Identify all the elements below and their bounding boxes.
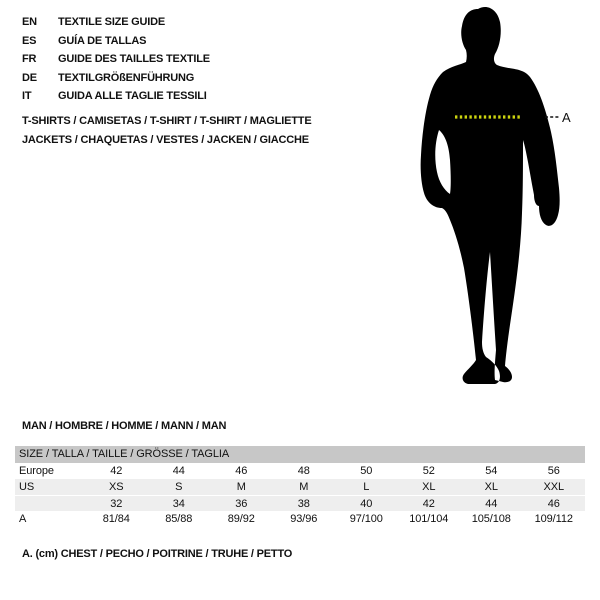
table-cell: 93/96 [290,513,318,525]
language-code: ES [22,34,37,47]
language-row [22,32,210,51]
table-cell: 32 [110,498,123,510]
man-silhouette [410,0,600,400]
table-cell: S [175,481,183,493]
table-cell: XL [422,481,436,493]
man-silhouette-shape [421,7,560,384]
row-label: US [19,481,35,493]
table-cell: 46 [235,465,248,477]
measurement-figure [410,0,600,400]
section-title-man: MAN / HOMBRE / HOMME / MANN / MAN [22,420,227,432]
table-cell: M [299,481,309,493]
table-cell: 34 [172,498,185,510]
table-row-us [15,479,585,495]
language-label: GUIDA ALLE TAGLIE TESSILI [58,90,207,102]
language-code: IT [22,90,32,102]
table-cell: 81/84 [102,513,130,525]
table-cell: 46 [547,498,560,510]
category-line-tshirts: T-SHIRTS / CAMISETAS / T-SHIRT / T-SHIRT / MAGLIETTE [22,115,312,127]
language-label: TEXTILE SIZE GUIDE [58,16,166,28]
row-label [15,496,85,511]
table-cell: 42 [110,465,123,477]
row-label: A [19,513,27,525]
language-row [22,69,210,88]
table-cell: 44 [172,465,185,477]
size-table-header: SIZE / TALLA / TAILLE / GRÖSSE / TAGLIA [15,446,585,463]
table-cell: 48 [297,465,310,477]
language-code: EN [22,16,37,28]
table-cell: M [236,481,246,493]
table-cell: 109/112 [534,513,573,525]
table-cell: 101/104 [409,513,449,525]
table-row-numeric [15,495,585,511]
table-cell: 89/92 [227,513,255,525]
table-cell: XL [484,481,498,493]
table-cell: L [363,481,370,493]
language-label: TEXTILGRÖßENFÜHRUNG [58,71,195,84]
table-cell: 85/88 [165,513,193,525]
language-code: DE [22,71,37,84]
table-cell: 50 [360,465,373,477]
table-cell: 42 [422,498,435,510]
table-cell: 52 [422,465,435,477]
language-row [22,13,210,32]
table-row-europe [15,463,585,479]
table-cell: XXL [543,481,564,493]
table-cell: 56 [547,465,560,477]
measure-label: A [562,110,571,125]
table-cell: 44 [485,498,498,510]
category-line-jackets: JACKETS / CHAQUETAS / VESTES / JACKEN / GIACCHE [22,134,309,146]
size-table [15,446,585,527]
table-cell: 54 [485,465,498,477]
table-cell: 105/108 [471,513,511,525]
table-cell: 38 [297,498,310,510]
language-code: FR [22,53,37,65]
language-row [22,87,210,106]
table-row-chest-cm [15,511,585,527]
garment-categories [22,112,311,150]
language-label: GUÍA DE TALLAS [58,34,147,47]
row-label: Europe [19,465,54,477]
language-row [22,50,210,69]
language-title-list [22,13,210,106]
table-cell: XS [109,481,124,493]
table-cell: 36 [235,498,248,510]
table-cell: 97/100 [349,513,383,525]
chest-measure-footnote: A. (cm) CHEST / PECHO / POITRINE / TRUHE / PETTO [22,548,293,560]
table-cell: 40 [360,498,373,510]
language-label: GUIDE DES TAILLES TEXTILE [58,53,210,65]
